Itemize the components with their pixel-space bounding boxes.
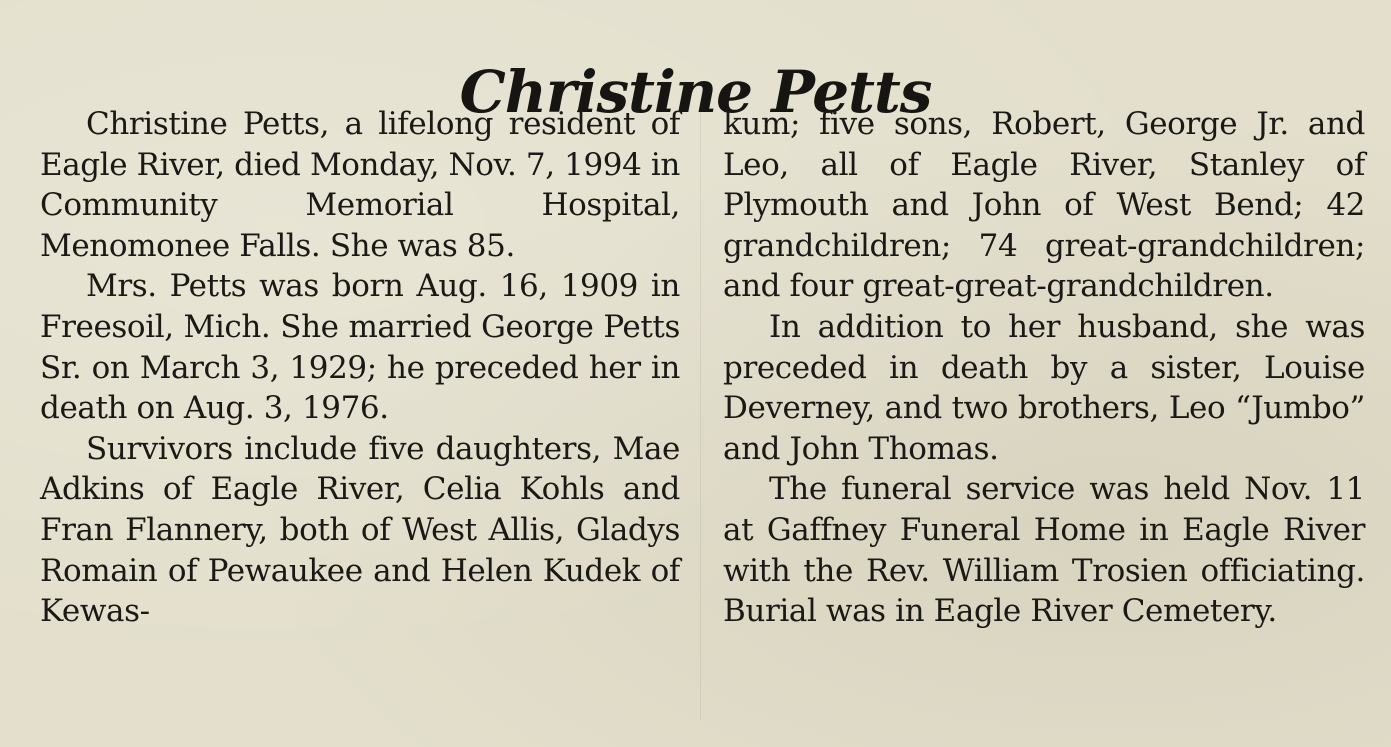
paragraph-preceded-in-death: In addition to her husband, she was preceded in death by a sister, Louise Deverney, and two brothers, Leo “Jumbo” and John Thomas. <box>723 308 1365 467</box>
obituary-title: Christine Petts <box>459 57 932 126</box>
paragraph-survivors-start: Survivors include five daughters, Mae Adkins of Eagle River, Celia Kohls and Fran Flannery, both of West Allis, Gladys Romain of Pewaukee and Helen Kudek of Kewas- <box>40 430 680 630</box>
left-column <box>40 104 680 632</box>
paragraph-survivors-continued: kum; five sons, Robert, George Jr. and Leo, all of Eagle River, Stanley of Plymouth and John of West Bend; 42 grandchildren; 74 great-grandchildren; and four great-great-grandchildren. <box>723 106 1365 305</box>
paragraph-birth-marriage: Mrs. Petts was born Aug. 16, 1909 in Freesoil, Mich. She married George Petts Sr. on March 3, 1929; he preceded her in death on Aug. 3, 1976. <box>40 268 680 427</box>
paragraph-funeral-service: The funeral service was held Nov. 11 at Gaffney Funeral Home in Eagle River with the Rev. William Trosien officiating. Burial was in Eagle River Cemetery. <box>723 471 1365 630</box>
column-divider <box>700 110 701 720</box>
right-column <box>723 104 1365 632</box>
paragraph-death-notice: Christine Petts, a lifelong resident of Eagle River, died Monday, Nov. 7, 1994 in Community Memorial Hospital, Menomonee Falls. She was 85. <box>40 106 680 264</box>
